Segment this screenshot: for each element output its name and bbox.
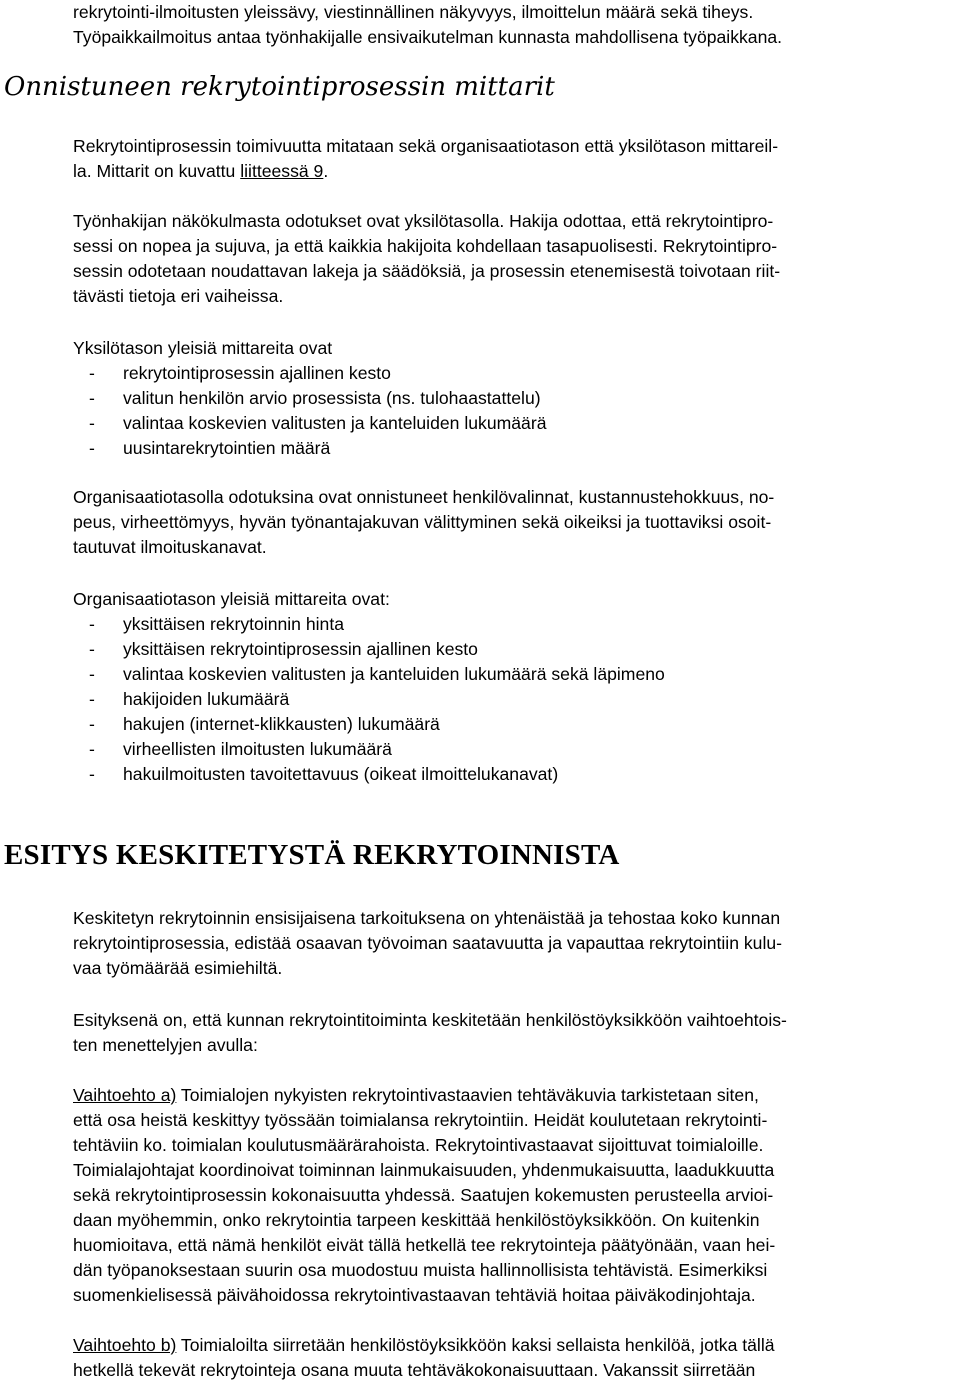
option-a-paragraph [73,1083,949,1308]
dash-bullet: - [89,764,95,784]
list-item [73,436,949,461]
text-fragment: la. Mittarit on kuvattu [73,161,241,181]
text-line: rekrytointiprosessia, edistää osaavan työvoiman saatavuutta ja vapauttaa rekrytointiin kulu- [73,933,783,953]
text-line: Organisaatiotasolla odotuksina ovat onnistuneet henkilövalinnat, kustannustehokkuus, no- [73,487,775,507]
dash-bullet: - [89,614,95,634]
option-b-paragraph [73,1333,949,1383]
list-item [73,662,949,687]
list-item-text: hakuilmoitusten tavoitettavuus (oikeat ilmoittelukanavat) [123,764,559,784]
text-line: tautuvat ilmoituskanavat. [73,537,267,557]
text-line: Keskitetyn rekrytoinnin ensisijaisena tarkoituksena on yhtenäistää ja tehostaa koko kunnan [73,908,781,928]
list-item [73,612,949,637]
dash-bullet: - [89,388,95,408]
text-line: tehtäviin ko. toimialan koulutusmäärärahoista. Rekrytointivastaavat sijoittuvat toimialoille. [73,1135,764,1155]
org-metrics-list [73,612,949,787]
org-expectations-paragraph [73,485,949,560]
section-heading-metrics: Onnistuneen rekrytointiprosessin mittarit [4,72,555,102]
list-item-text: uusintarekrytointien määrä [123,438,331,458]
list-item [73,687,949,712]
text-line: Organisaatiotason yleisiä mittareita ovat: [73,589,390,609]
list-item-text: hakujen (internet-klikkausten) lukumäärä [123,714,440,734]
individual-metrics-title [73,336,949,361]
text-line: Esityksenä on, että kunnan rekrytointitoiminta keskitetään henkilöstöyksikköön vaihtoehtois- [73,1010,787,1030]
text-line: daan myöhemmin, onko rekrytointia tarpeen keskittää henkilöstöyksikköön. On kuitenkin [73,1210,760,1230]
text-line: tävästi tietoja eri vaiheissa. [73,286,284,306]
text-line: peus, virheettömyys, hyvän työnantajakuvan välittyminen sekä oikeiksi ja tuottaviksi osoit- [73,512,772,532]
option-a-label: Vaihtoehto a) [73,1085,177,1105]
list-item-text: hakijoiden lukumäärä [123,689,290,709]
list-item [73,386,949,411]
list-item-text: valintaa koskevien valitusten ja kanteluiden lukumäärä [123,413,547,433]
list-item-text: virheellisten ilmoitusten lukumäärä [123,739,392,759]
text-line: Yksilötason yleisiä mittareita ovat [73,338,333,358]
text-line [73,1333,949,1358]
list-item [73,637,949,662]
dash-bullet: - [89,413,95,433]
text-fragment: Toimialojen nykyisten rekrytointivastaavien tehtäväkuvia tarkistetaan siten, [176,1085,759,1105]
text-line: suomenkielisessä päivähoidossa rekrytointivastaavan tehtäviä hoitaa päiväkodinjohtaja. [73,1285,756,1305]
text-line: rekrytointi-ilmoitusten yleissävy, viestinnällinen näkyvyys, ilmoittelun määrä sekä tiheys. [73,2,754,22]
appendix-link[interactable]: liitteessä 9 [240,161,324,181]
text-line: sessi on nopea ja sujuva, ja että kaikkia hakijoita kohdellaan tasapuolisesti. Rekrytointipro- [73,236,778,256]
dash-bullet: - [89,363,95,383]
text-line: sekä rekrytointiprosessin kokonaisuutta yhdessä. Saatujen kokemusten perusteella arvioi- [73,1185,774,1205]
list-item [73,737,949,762]
text-line: Toimialajohtajat koordinoivat toiminnan lainmukaisuuden, yhdenmukaisuutta, laadukkuutta [73,1160,775,1180]
option-b-label: Vaihtoehto b) [73,1335,177,1355]
text-line [73,1083,949,1108]
text-line: että osa heistä keskittyy työssään toimialansa rekrytointiin. Heidät koulutetaan rekrytointi- [73,1110,768,1130]
dash-bullet: - [89,664,95,684]
applicant-paragraph [73,209,949,309]
section-heading-centralized: ESITYS KESKITETYSTÄ REKRYTOINNISTA [4,839,620,871]
text-line: ten menettelyjen avulla: [73,1035,258,1055]
text-line: Työnhakijan näkökulmasta odotukset ovat yksilötasolla. Hakija odottaa, että rekrytointipro- [73,211,774,231]
list-item-text: rekrytointiprosessin ajallinen kesto [123,363,391,383]
text-line: hetkellä tekevät rekrytointeja osana muuta tehtäväkokonaisuuttaan. Vakanssit siirretään [73,1360,756,1380]
purpose-paragraph [73,906,949,981]
text-line: dän työpanoksestaan suurin osa muodostuu muista hallinnollisista tehtävistä. Esimerkiksi [73,1260,768,1280]
proposal-paragraph [73,1008,949,1058]
dash-bullet: - [89,689,95,709]
list-item [73,712,949,737]
list-item-text: yksittäisen rekrytoinnin hinta [123,614,345,634]
text-line: huomioitava, että nämä henkilöt eivät tällä hetkellä tee rekrytointeja päätyönään, vaan hei- [73,1235,776,1255]
text-line [73,159,949,184]
list-item [73,411,949,436]
list-item-text: valitun henkilön arvio prosessista (ns. tulohaastattelu) [123,388,541,408]
text-line: Työpaikkailmoitus antaa työnhakijalle ensivaikutelman kunnasta mahdollisena työpaikkana. [73,27,783,47]
list-item-text: yksittäisen rekrytointiprosessin ajallinen kesto [123,639,478,659]
list-item-text: valintaa koskevien valitusten ja kanteluiden lukumäärä sekä läpimeno [123,664,665,684]
individual-metrics-list [73,361,949,461]
top-paragraph [73,0,949,50]
text-fragment: . [323,161,329,181]
dash-bullet: - [89,739,95,759]
metrics-intro-paragraph [73,134,949,184]
list-item [73,361,949,386]
list-item [73,762,949,787]
text-fragment: Toimialoilta siirretään henkilöstöyksikköön kaksi sellaista henkilöä, jotka tällä [176,1335,775,1355]
dash-bullet: - [89,714,95,734]
text-line: vaa työmäärää esimiehiltä. [73,958,283,978]
text-line: Rekrytointiprosessin toimivuutta mitataan sekä organisaatiotason että yksilötason mittareil- [73,136,779,156]
dash-bullet: - [89,639,95,659]
text-line: sessin odotetaan noudattavan lakeja ja säädöksiä, ja prosessin etenemisestä toivotaan riit- [73,261,781,281]
org-metrics-title [73,587,949,612]
dash-bullet: - [89,438,95,458]
